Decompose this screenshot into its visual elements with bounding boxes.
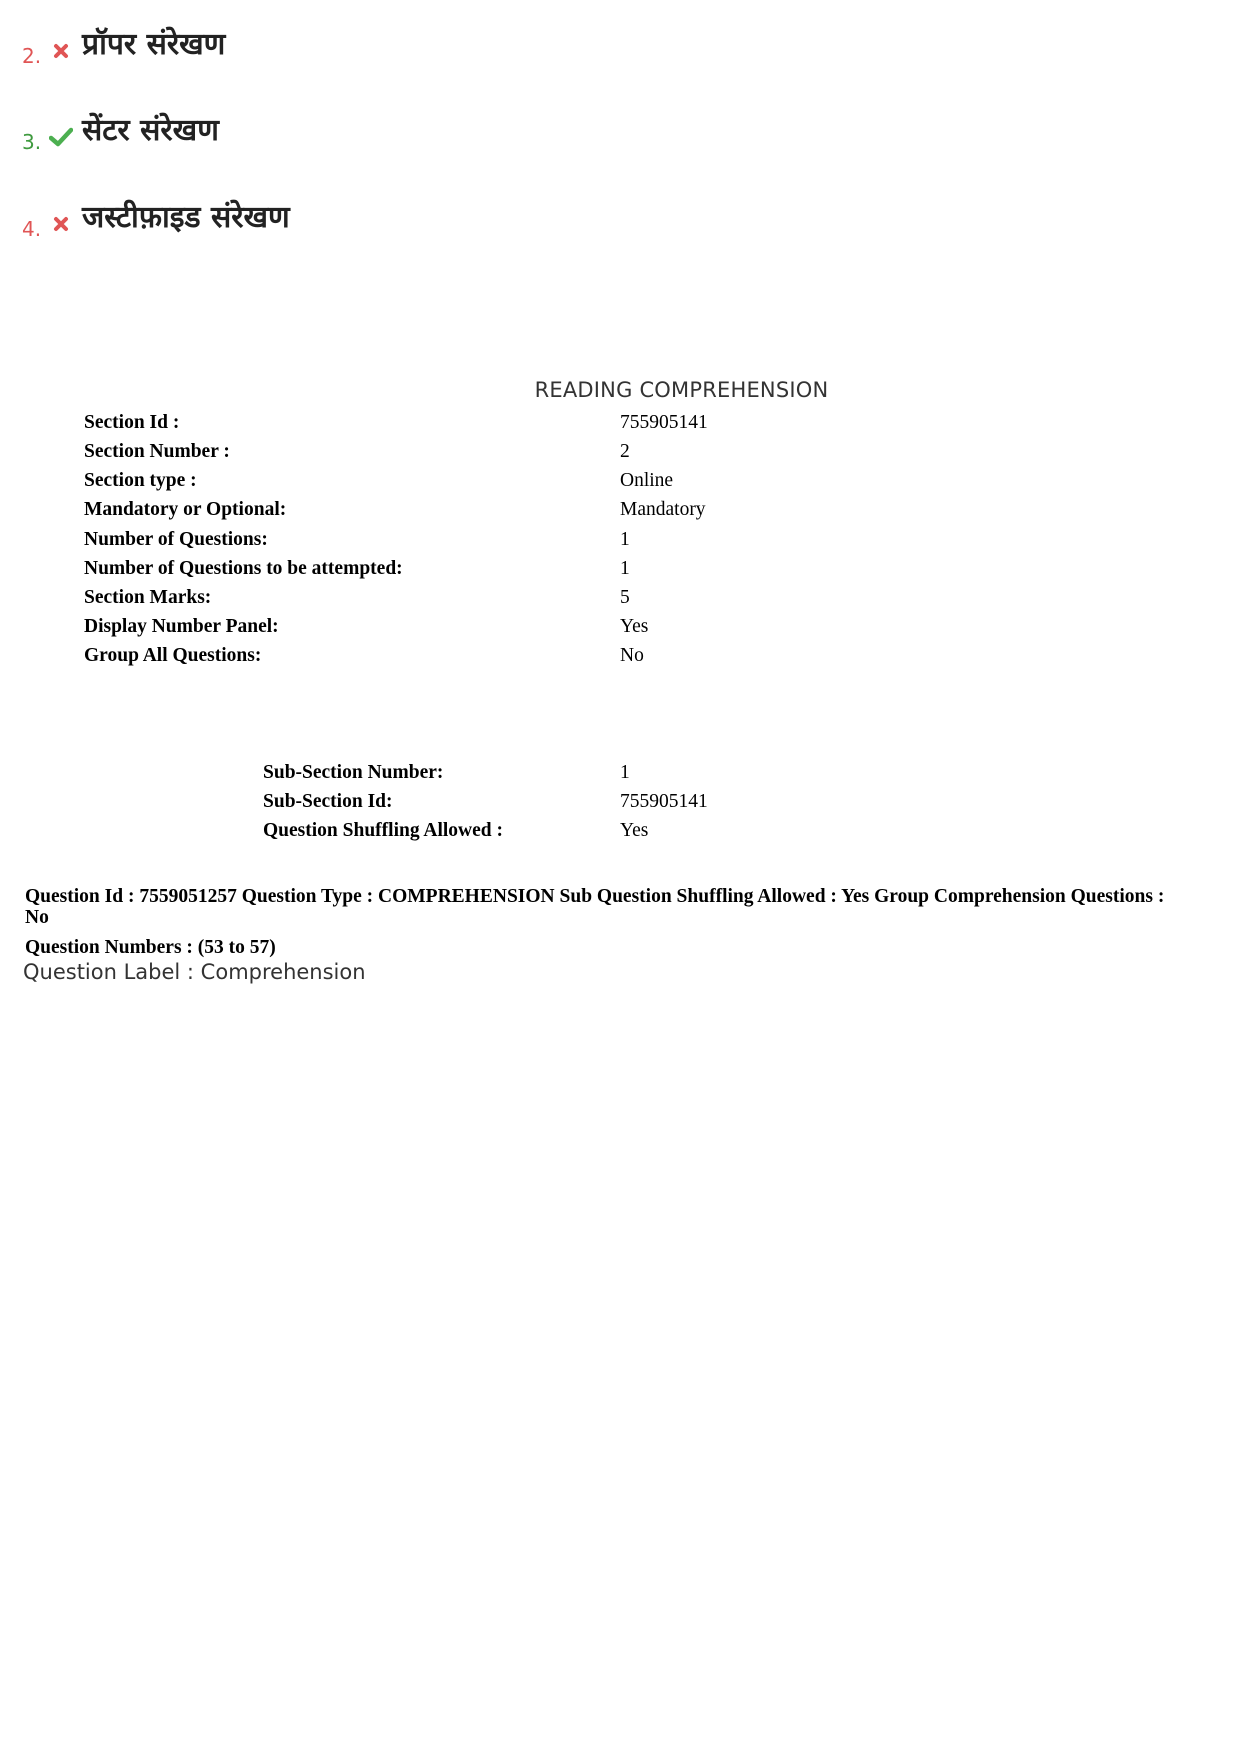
- option-3: [22, 113, 219, 154]
- section-info-row: [84, 470, 674, 491]
- row-value: 2: [620, 441, 630, 462]
- row-label: Display Number Panel:: [84, 616, 279, 637]
- subsection-info-row: [263, 820, 649, 841]
- option-2: [22, 27, 226, 68]
- row-label: Mandatory or Optional:: [84, 499, 287, 520]
- subsection-info-row: [263, 791, 708, 812]
- wrong-cross-icon: [48, 211, 74, 237]
- row-label: Sub-Section Number:: [263, 762, 444, 783]
- row-value: Online: [620, 470, 674, 491]
- row-value: 1: [620, 762, 630, 783]
- section-info-row: [84, 616, 649, 637]
- row-value: Yes: [620, 820, 649, 841]
- section-info-row: [84, 558, 630, 579]
- row-label: Group All Questions:: [84, 645, 262, 666]
- question-label: Question Label : Comprehension: [23, 960, 366, 984]
- row-value: Mandatory: [620, 499, 706, 520]
- row-label: Section type :: [84, 470, 197, 491]
- row-value: 5: [620, 587, 630, 608]
- row-label: Sub-Section Id:: [263, 791, 393, 812]
- row-value: 1: [620, 558, 630, 579]
- question-numbers: Question Numbers : (53 to 57): [25, 937, 276, 958]
- section-info-row: [84, 441, 630, 462]
- row-label: Number of Questions to be attempted:: [84, 558, 403, 579]
- row-value: No: [620, 645, 644, 666]
- option-number: 2.: [22, 44, 42, 68]
- row-value: 755905141: [620, 791, 708, 812]
- section-title: READING COMPREHENSION: [534, 378, 829, 402]
- section-info-row: [84, 587, 630, 608]
- question-meta: Question Id : 7559051257 Question Type : COMPREHENSION Sub Question Shuffling Allowed : Yes Group Comprehension Questions : No: [25, 886, 1165, 928]
- row-value: Yes: [620, 616, 649, 637]
- option-text: सेंटर संरेखण: [82, 113, 219, 148]
- section-info-row: [84, 529, 630, 550]
- option-text: जस्टीफ़ाइड संरेखण: [82, 200, 290, 235]
- option-text: प्रॉपर संरेखण: [82, 27, 226, 62]
- row-value: 755905141: [620, 412, 708, 433]
- row-label: Section Number :: [84, 441, 230, 462]
- row-label: Number of Questions:: [84, 529, 268, 550]
- section-info-row: [84, 412, 708, 433]
- row-label: Section Marks:: [84, 587, 212, 608]
- option-number: 4.: [22, 217, 42, 241]
- wrong-cross-icon: [48, 38, 74, 64]
- section-info-row: [84, 499, 706, 520]
- option-4: [22, 200, 290, 241]
- row-label: Section Id :: [84, 412, 180, 433]
- subsection-info-row: [263, 762, 630, 783]
- correct-check-icon: [48, 124, 74, 150]
- row-label: Question Shuffling Allowed :: [263, 820, 504, 841]
- option-number: 3.: [22, 130, 42, 154]
- row-value: 1: [620, 529, 630, 550]
- section-info-row: [84, 645, 644, 666]
